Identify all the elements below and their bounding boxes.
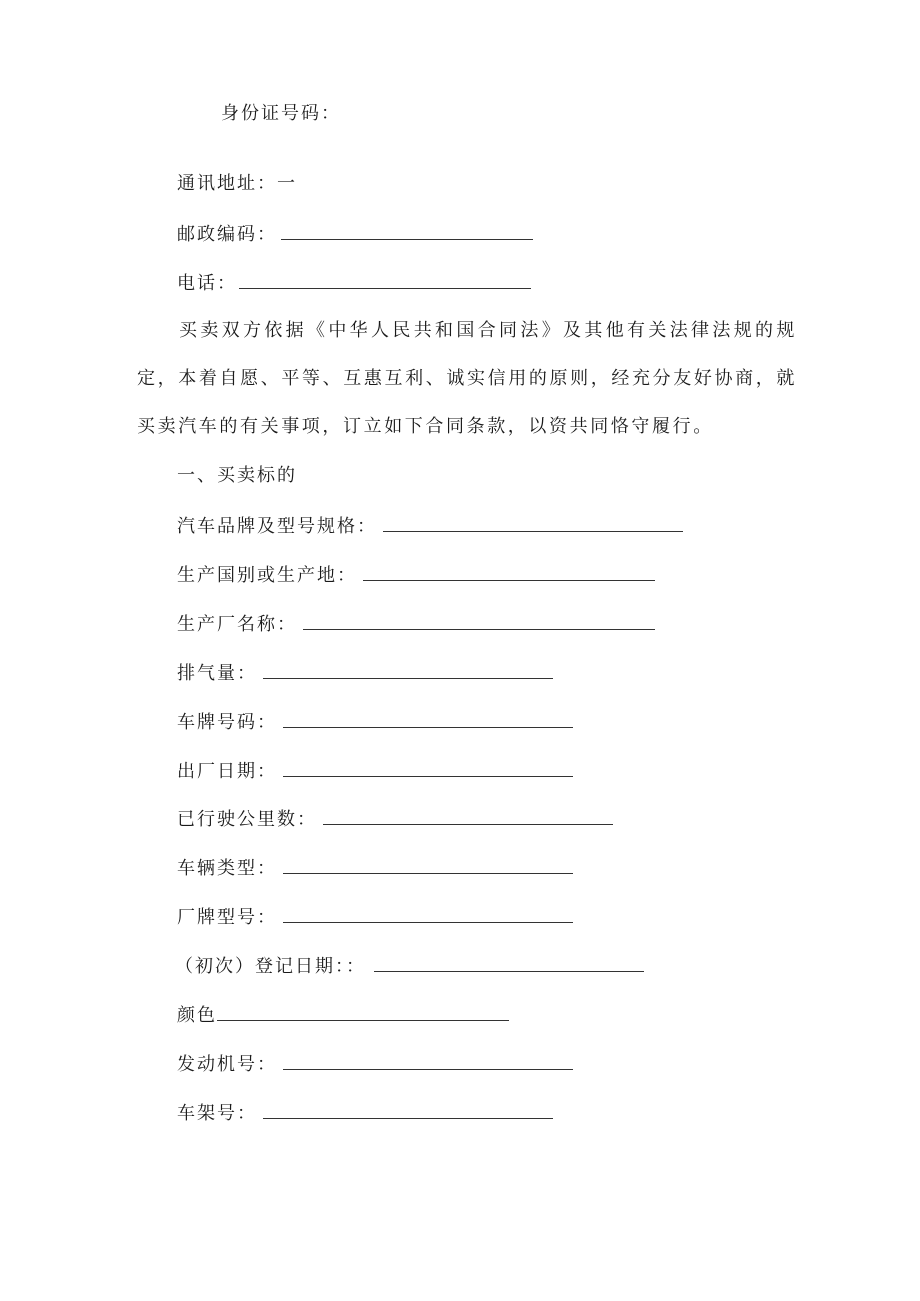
- field-registration-date: [175, 954, 644, 978]
- field-manufacturer: [177, 612, 655, 636]
- postal-code-field: [177, 222, 533, 246]
- field-label: 车牌号码：: [177, 712, 277, 733]
- field-label: 发动机号：: [177, 1054, 277, 1075]
- field-blank[interactable]: [263, 661, 553, 679]
- field-blank[interactable]: [283, 1052, 573, 1070]
- field-chassis-number: [177, 1101, 553, 1125]
- field-blank[interactable]: [323, 807, 613, 825]
- phone-label: 电话：: [177, 273, 237, 294]
- field-blank[interactable]: [283, 905, 573, 923]
- field-blank[interactable]: [283, 856, 573, 874]
- field-blank[interactable]: [363, 563, 655, 581]
- field-blank[interactable]: [303, 612, 655, 630]
- field-engine-number: [177, 1052, 573, 1076]
- field-plate-number: [177, 710, 573, 734]
- field-label: 汽车品牌及型号规格：: [177, 516, 377, 537]
- field-blank[interactable]: [217, 1003, 509, 1021]
- id-number-label: 身份证号码：: [221, 103, 341, 124]
- phone-blank[interactable]: [239, 271, 531, 289]
- field-blank[interactable]: [383, 514, 683, 532]
- section-one-heading: 一、买卖标的: [177, 465, 297, 486]
- preamble-paragraph: 买卖双方依据《中华人民共和国合同法》及其他有关法律法规的规定，本着自愿、平等、互惠互利、诚实信用的原则，经充分友好协商，就买卖汽车的有关事项，订立如下合同条款，以资共同恪守履行。: [137, 320, 797, 437]
- field-blank[interactable]: [283, 710, 573, 728]
- field-blank[interactable]: [263, 1101, 553, 1119]
- field-label: 生产厂名称：: [177, 614, 297, 635]
- field-label: 颜色: [177, 1005, 217, 1026]
- field-label: （初次）登记日期：：: [175, 956, 366, 977]
- field-color: [177, 1003, 509, 1027]
- field-label: 厂牌型号：: [177, 907, 277, 928]
- phone-field: [177, 271, 531, 295]
- field-origin: [177, 563, 655, 587]
- field-label: 车架号：: [177, 1103, 257, 1124]
- field-brand-type: [177, 905, 573, 929]
- field-brand-model: [177, 514, 683, 538]
- id-number-field: [221, 102, 341, 126]
- field-vehicle-type: [177, 856, 573, 880]
- field-label: 已行驶公里数：: [177, 809, 317, 830]
- address-label: 通讯地址：一: [177, 173, 297, 194]
- field-mileage: [177, 807, 613, 831]
- field-label: 出厂日期：: [177, 761, 277, 782]
- field-blank[interactable]: [374, 954, 644, 972]
- address-field: [177, 172, 297, 196]
- field-label: 生产国别或生产地：: [177, 565, 357, 586]
- field-label: 车辆类型：: [177, 858, 277, 879]
- field-displacement: [177, 661, 553, 685]
- field-manufacture-date: [177, 759, 573, 783]
- field-label: 排气量：: [177, 663, 257, 684]
- postal-code-label: 邮政编码：: [177, 224, 277, 245]
- field-blank[interactable]: [283, 759, 573, 777]
- postal-code-blank[interactable]: [281, 222, 533, 240]
